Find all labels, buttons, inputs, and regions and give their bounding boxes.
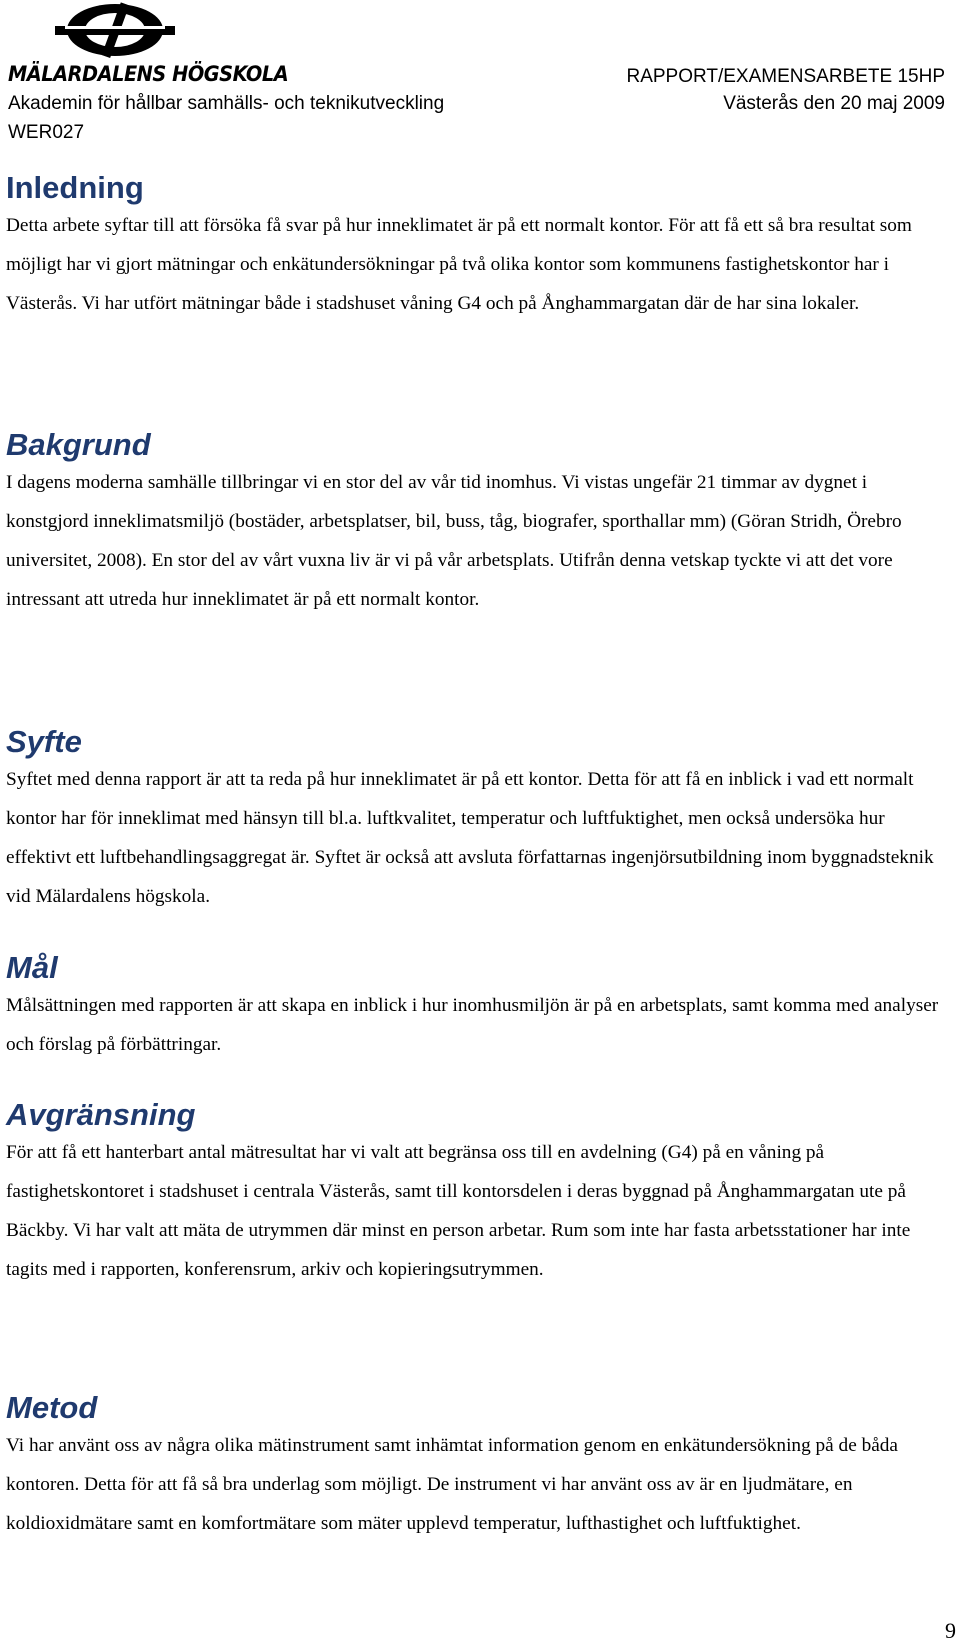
section-avgransning xyxy=(6,1097,946,1289)
section-heading: Avgränsning xyxy=(6,1097,196,1132)
section-paragraph: Detta arbete syftar till att försöka få svar på hur inneklimatet är på ett normalt kontor. För att få ett så bra resultat som möjligt har vi gjort mätningar och enkätundersökningar på två olika kontor som kommunens fastighetskontor har i Västerås. Vi har utfört mätningar både i stadshuset våning G4 och på Ånghammargatan där de har sina lokaler. xyxy=(6,215,912,314)
section-syfte xyxy=(6,724,946,916)
university-logo-icon xyxy=(55,2,175,64)
section-heading: Mål xyxy=(6,950,58,985)
section-paragraph: I dagens moderna samhälle tillbringar vi en stor del av vår tid inomhus. Vi vistas ungefär 21 timmar av dygnet i konstgjord inneklimatsmiljö (bostäder, arbetsplatser, bil, buss, tåg, biografer, sporthallar mm) (Göran Stridh, Örebro universitet, 2008). En stor del av vårt vuxna liv är vi på vår arbetsplats. Utifrån denna vetskap tyckte vi att det vore intressant att utreda hur inneklimatet är på ett normalt kontor. xyxy=(6,472,902,610)
section-metod xyxy=(6,1390,946,1543)
section-paragraph: Målsättningen med rapporten är att skapa en inblick i hur inomhusmiljön är på en arbetsplats, samt komma med analyser och förslag på förbättringar. xyxy=(6,995,939,1055)
place-date: Västerås den 20 maj 2009 xyxy=(723,93,945,114)
section-heading: Metod xyxy=(6,1390,98,1425)
page-header xyxy=(0,0,960,150)
section-heading: Syfte xyxy=(6,724,82,759)
section-inledning xyxy=(6,170,946,323)
page-number: 9 xyxy=(945,1618,956,1643)
section-paragraph: För att få ett hanterbart antal mätresultat har vi valt att begränsa oss till en avdelning (G4) på en våning på fastighetskontoret i stadshuset i centrala Västerås, samt till kontorsdelen i deras byggnad på Ånghammargatan ute på Bäckby. Vi har valt att mäta de utrymmen där minst en person arbetar. Rum som inte har fasta arbetsstationer har inte tagits med i rapporten, konferensrum, arkiv och kopieringsutrymmen. xyxy=(6,1142,911,1280)
section-paragraph: Syftet med denna rapport är att ta reda på hur inneklimatet är på ett kontor. Detta för att få en inblick i vad ett normalt kontor har för inneklimat med hänsyn till bl.a. luftkvalitet, temperatur och luftfuktighet, men också undersöka hur effektivt ett luftbehandlingsaggregat är. Syftet är också att avsluta författarnas ingenjörsutbildning inom byggnadsteknik vid Mälardalens högskola. xyxy=(6,769,934,907)
university-name: MÄLARDALENS HÖGSKOLA xyxy=(8,62,289,86)
section-heading: Bakgrund xyxy=(6,427,151,462)
section-mal xyxy=(6,950,946,1064)
section-heading: Inledning xyxy=(6,170,144,205)
course-code: WER027 xyxy=(8,122,85,143)
section-bakgrund xyxy=(6,427,946,619)
academy-name: Akademin för hållbar samhälls- och teknikutveckling xyxy=(8,93,445,114)
section-paragraph: Vi har använt oss av några olika mätinstrument samt inhämtat information genom en enkätundersökning på de båda kontoren. Detta för att få så bra underlag som möjligt. De instrument vi har använt oss av är en ljudmätare, en koldioxidmätare samt en komfortmätare som mäter upplevd temperatur, lufthastighet och luftfuktighet. xyxy=(6,1435,898,1534)
report-type: RAPPORT/EXAMENSARBETE 15HP xyxy=(626,66,945,87)
